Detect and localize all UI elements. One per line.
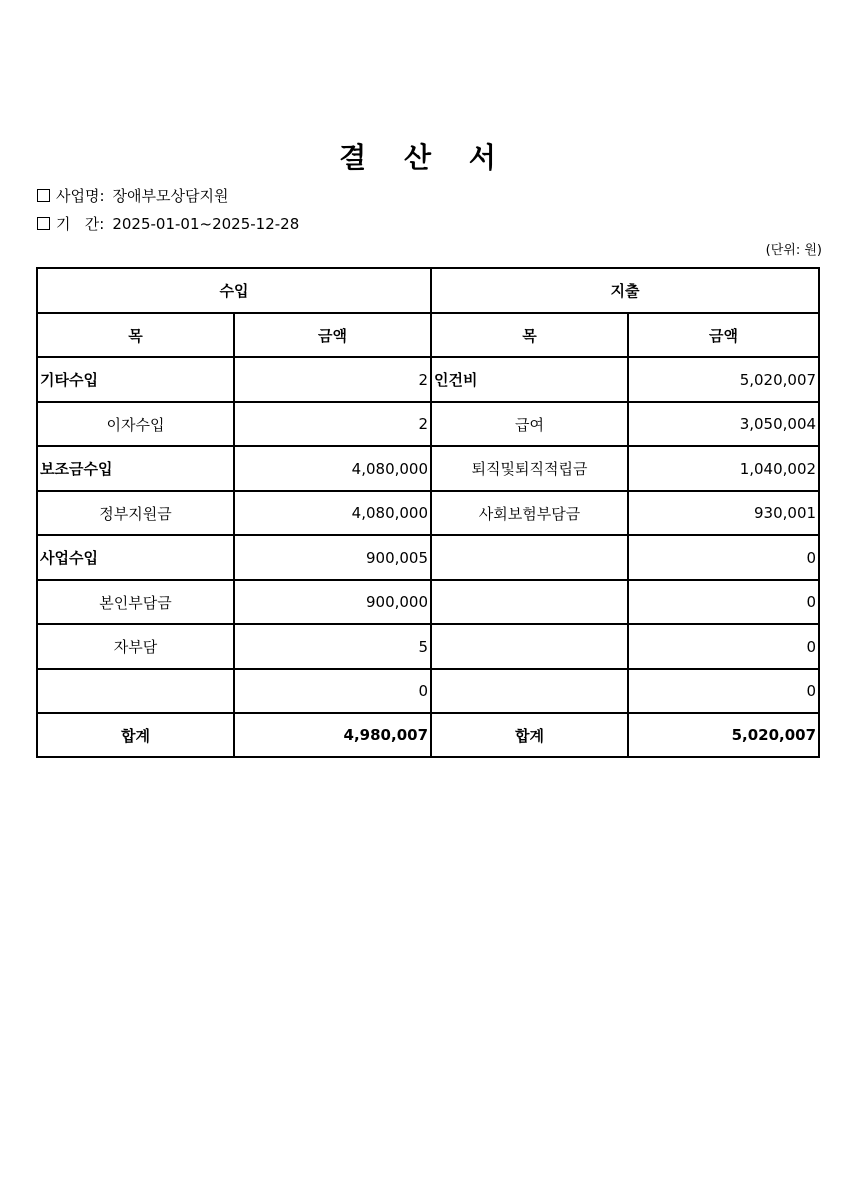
expense-item — [431, 535, 628, 580]
expense-amount: 0 — [628, 535, 819, 580]
income-total-amount: 4,980,007 — [234, 713, 431, 757]
income-item: 사업수입 — [37, 535, 234, 580]
income-item: 본인부담금 — [37, 580, 234, 624]
document-title: 결 산 서 — [339, 141, 510, 174]
income-amount: 5 — [234, 624, 431, 669]
business-name-line — [37, 186, 228, 206]
expense-amount-col-header: 금액 — [628, 313, 819, 357]
table-row — [37, 491, 819, 535]
checkbox-square-icon — [37, 189, 50, 202]
income-total-label: 합계 — [37, 713, 234, 757]
income-amount: 4,080,000 — [234, 491, 431, 535]
table-row — [37, 402, 819, 446]
expense-item: 퇴직및퇴직적립금 — [431, 446, 628, 491]
period-line — [37, 214, 299, 234]
income-item-col-header: 목 — [37, 313, 234, 357]
expense-total-amount: 5,020,007 — [628, 713, 819, 757]
income-item: 자부담 — [37, 624, 234, 669]
period-value: 2025-01-01~2025-12-28 — [112, 215, 300, 233]
business-name-label: 사업명: — [56, 187, 105, 205]
expense-item: 인건비 — [431, 357, 628, 402]
expense-item-col-header: 목 — [431, 313, 628, 357]
income-amount: 2 — [234, 402, 431, 446]
income-amount: 4,080,000 — [234, 446, 431, 491]
settlement-table — [36, 267, 820, 758]
income-item: 정부지원금 — [37, 491, 234, 535]
unit-note: (단위: 원) — [765, 243, 822, 258]
table-row — [37, 580, 819, 624]
expense-total-label: 합계 — [431, 713, 628, 757]
expense-item — [431, 580, 628, 624]
income-item — [37, 669, 234, 713]
income-amount: 900,005 — [234, 535, 431, 580]
income-amount: 900,000 — [234, 580, 431, 624]
expense-amount: 930,001 — [628, 491, 819, 535]
checkbox-square-icon — [37, 217, 50, 230]
table-row — [37, 669, 819, 713]
income-amount: 2 — [234, 357, 431, 402]
income-amount: 0 — [234, 669, 431, 713]
expense-amount: 0 — [628, 669, 819, 713]
income-amount-col-header: 금액 — [234, 313, 431, 357]
expense-item: 급여 — [431, 402, 628, 446]
table-row — [37, 357, 819, 402]
expense-item — [431, 624, 628, 669]
expense-item: 사회보험부담금 — [431, 491, 628, 535]
expense-amount: 5,020,007 — [628, 357, 819, 402]
expense-amount: 0 — [628, 624, 819, 669]
expense-header: 지출 — [431, 268, 819, 313]
expense-amount: 0 — [628, 580, 819, 624]
expense-amount: 1,040,002 — [628, 446, 819, 491]
income-header: 수입 — [37, 268, 431, 313]
table-row — [37, 624, 819, 669]
income-item: 보조금수입 — [37, 446, 234, 491]
income-item: 이자수입 — [37, 402, 234, 446]
business-name-value: 장애부모상담지원 — [112, 187, 229, 205]
table-row — [37, 446, 819, 491]
table-row — [37, 535, 819, 580]
total-row — [37, 713, 819, 757]
expense-item — [431, 669, 628, 713]
income-item: 기타수입 — [37, 357, 234, 402]
expense-amount: 3,050,004 — [628, 402, 819, 446]
period-label: 기 간: — [56, 215, 105, 233]
